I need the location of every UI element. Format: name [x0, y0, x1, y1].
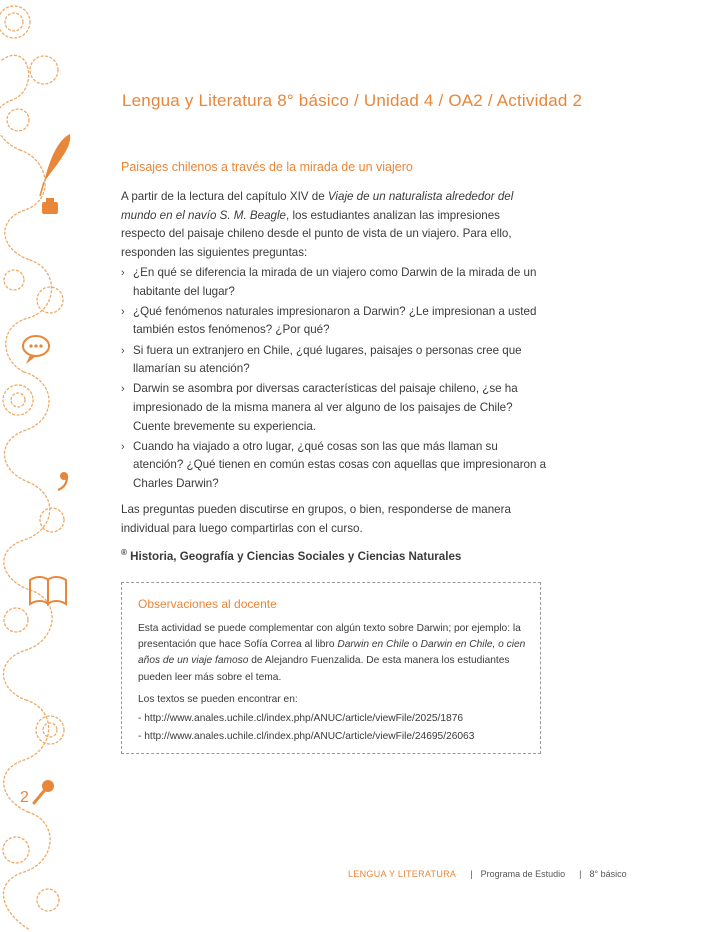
bullet-icon: › [121, 440, 125, 453]
note-text-3: de Alejandro Fuenzalida. De esta manera los estudiantes pueden leer más sobre el tema. [138, 655, 510, 683]
note-book-1: Darwin en Chile [337, 639, 410, 651]
question-text: ¿Qué fenómenos naturales impresionaron a Darwin? ¿Le impresionan a usted también estos fenómenos? ¿Por qué? [133, 304, 537, 337]
links-label: Los textos se pueden encontrar en: [138, 694, 298, 705]
question-text: Si fuera un extranjero en Chile, ¿qué lugares, paisajes o personas cree que llamarían su atención? [133, 343, 522, 376]
crossref-text: Historia, Geografía y Ciencias Sociales y Ciencias Naturales [130, 549, 462, 563]
intro-paragraph [121, 188, 541, 262]
list-item [121, 380, 551, 436]
resource-link[interactable]: - http://www.anales.uchile.cl/index.php/ANUC/article/viewFile/2025/1876 [138, 713, 464, 724]
footer-separator: | [579, 869, 582, 879]
bullet-icon: › [121, 344, 125, 357]
bullet-icon: › [121, 305, 125, 318]
page-number: 2 [20, 789, 29, 806]
intro-text-part2: , los estudiantes analizan las impresiones respecto del paisaje chileno desde el punto de vista de un viajero. Para ello, responden las siguientes preguntas: [121, 208, 512, 259]
crossref-marker: ® [121, 548, 127, 557]
cross-reference [121, 548, 461, 563]
note-text-2: o [409, 639, 421, 651]
decorative-border [0, 0, 80, 932]
list-item [121, 303, 551, 340]
teacher-notes-title: Observaciones al docente [138, 597, 277, 611]
footer-program: Programa de Estudio [480, 869, 566, 879]
speech-bubble-icon [23, 336, 49, 364]
page-footer [348, 869, 627, 879]
question-text: ¿En qué se diferencia la mirada de un viajero como Darwin de la mirada de un habitante del lugar? [133, 266, 537, 298]
book-title: Viaje de un naturalista alrededor del mundo en el navío S. M. Beagle [121, 190, 514, 222]
bullet-icon: › [121, 267, 125, 279]
intro-text-part1: A partir de la lectura del capítulo XIV de [121, 190, 328, 203]
open-book-icon [30, 577, 66, 604]
footer-grade: 8° básico [589, 869, 627, 879]
teacher-notes-text [138, 621, 533, 686]
question-text: Darwin se asombra por diversas características del paisaje chileno, ¿se ha impresionado de la misma manera al ver alguno de los paisajes de Chile? Cuente brevemente su experiencia. [133, 382, 518, 433]
list-item [121, 438, 551, 494]
section-title: Paisajes chilenos a través de la mirada de un viajero [121, 160, 413, 174]
microphone-icon [34, 780, 54, 803]
resource-link[interactable]: - http://www.anales.uchile.cl/index.php/ANUC/article/viewFile/24695/26063 [138, 731, 475, 742]
closing-paragraph: Las preguntas pueden discutirse en grupos, o bien, responderse de manera individual para luego compartirlas con el curso. [121, 503, 511, 535]
page-title: Lengua y Literatura 8° básico / Unidad 4 / OA2 / Actividad 2 [122, 91, 583, 110]
footer-separator: | [470, 869, 473, 879]
bullet-icon: › [121, 383, 125, 396]
list-item [121, 264, 551, 301]
teacher-notes-box [121, 582, 541, 754]
footer-subject: LENGUA Y LITERATURA [348, 869, 457, 879]
list-item [121, 342, 551, 379]
note-text-1: Esta actividad se puede complementar con algún texto sobre Darwin; por ejemplo: la presentación que hace Sofía Correa al libro [138, 623, 521, 651]
note-book-2: Darwin en Chile, o cien años de un viaje famoso [138, 639, 526, 667]
questions-list [121, 264, 551, 495]
quill-pen-icon [40, 134, 70, 196]
question-text: Cuando ha viajado a otro lugar, ¿qué cosas son las que más llaman su atención? ¿Qué tienen en común estas cosas con aquellas que impresionaron a Charles Darwin? [133, 439, 547, 490]
inkwell-icon [42, 198, 58, 214]
comma-icon [58, 472, 68, 490]
